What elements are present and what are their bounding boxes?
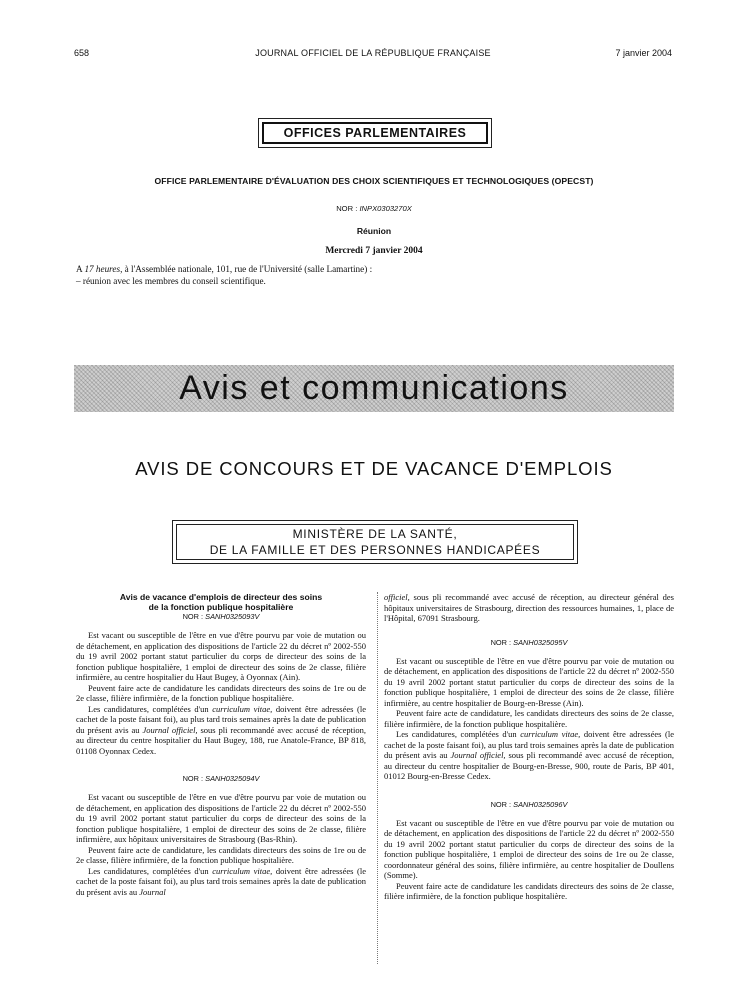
nor-code: SANH0325094V (205, 774, 260, 783)
nor-prefix: NOR : (182, 612, 204, 621)
page-number: 658 (74, 48, 90, 58)
journal-title: JOURNAL OFFICIEL DE LA RÉPUBLIQUE FRANÇAISE (255, 48, 491, 58)
nor-code: INPX0303270X (359, 204, 412, 213)
right-column (384, 592, 674, 902)
notice-paragraph: Les candidatures, complétées d'un curriculum vitae, doivent être adressées (le cachet de la poste faisant foi), au plus tard trois semaines après la date de publication du présent avis au Journal officiel, sous pli recommandé avec accusé de réception, au directeur du centre hospitalier de Bourg-en-Bresse, 900, route de Paris, BP 401, 01012 Bourg-en-Bresse Cedex. (384, 729, 675, 781)
offices-heading: OFFICES PARLEMENTAIRES (262, 122, 488, 144)
office-title: OFFICE PARLEMENTAIRE D'ÉVALUATION DES CHOIX SCIENTIFIQUES ET TECHNOLOGIQUES (OPECST) (154, 176, 594, 186)
article-title (76, 592, 366, 612)
ministry-line-1: MINISTÈRE DE LA SANTÉ, (292, 527, 458, 541)
notice-paragraph: Peuvent faire acte de candidature, les candidats directeurs des soins de 1re ou de 2e classe, filière infirmière, de la fonction publique hospitalière. (76, 844, 366, 865)
notice-paragraph: Les candidatures, complétées d'un curriculum vitae, doivent être adressées (le cachet de la poste faisant foi), au plus tard trois semaines après la date de publication du présent avis au Journal (76, 865, 367, 897)
offices-heading-box (258, 118, 492, 148)
notice-paragraph: Peuvent faire acte de candidature les candidats directeurs des soins de 1re ou de 2e classe, filière infirmière, de la fonction publique hospitalière. (76, 682, 366, 703)
notice-paragraph: Est vacant ou susceptible de l'être en vue d'être pourvu par voie de mutation ou de détachement, en application des dispositions de l'article 22 du décret nº 2002-550 du 19 avril 2002 portant statut particulier du corps de directeur des soins de la fonction publique hospitalière, 1 emploi de directeur des soins de 2e classe, filière infirmière, au centre hospitalier de Bourg-en-Bresse (Ain). (384, 655, 674, 708)
ministry-heading (176, 524, 574, 560)
office-nor (0, 204, 748, 213)
notice-nor (384, 638, 674, 648)
notice-paragraph: Peuvent faire acte de candidature, les candidats directeurs des soins de 2e classe, filière infirmière, de la fonction publique hospitalière. (384, 708, 674, 729)
notice-paragraph: Est vacant ou susceptible de l'être en vue d'être pourvu par voie de mutation ou de détachement, en application des dispositions de l'article 22 du décret nº 2002-550 du 19 avril 2002 portant statut particulier du corps de directeur des soins de la fonction publique hospitalière, 1 emploi de directeur des soins de 2e classe, filière infirmière, aux hôpitaux universitaires de Strasbourg (Bas-Rhin). (76, 792, 366, 844)
section-title: AVIS DE CONCOURS ET DE VACANCE D'EMPLOIS (135, 458, 613, 479)
nor-code: SANH0325096V (513, 799, 568, 809)
nor-prefix: NOR : (490, 637, 512, 647)
ministry-line-2: DE LA FAMILLE ET DES PERSONNES HANDICAPÉES (209, 543, 541, 557)
nor-code: SANH0325093V (205, 612, 260, 621)
meeting-location: à l'Assemblée nationale, 101, rue de l'Université (salle Lamartine) : (124, 264, 373, 274)
issue-date: 7 janvier 2004 (615, 48, 672, 58)
notice-nor (76, 774, 366, 784)
article-title-line-2: de la fonction publique hospitalière (148, 602, 294, 612)
nor-prefix: NOR : (182, 774, 204, 783)
meeting-date: Mercredi 7 janvier 2004 (325, 246, 423, 256)
reunion-title: Réunion (356, 226, 392, 236)
running-header (74, 48, 672, 62)
avis-banner (74, 365, 674, 412)
nor-code: SANH0325095V (513, 637, 568, 647)
notice-paragraph: Est vacant ou susceptible de l'être en vue d'être pourvu par voie de mutation ou de détachement, en application des dispositions de l'article 22 du décret nº 2002-550 du 19 avril 2002 portant statut particulier du corps de directeur des soins de la fonction publique hospitalière, 1 emploi de directeur des soins de 1re ou 2e classe, coordonnateur général des soins, filière infirmière, au centre hospitalier de Doullens (Somme). (384, 817, 674, 880)
meeting-time: 17 heures, (84, 264, 123, 274)
meeting-line-1 (76, 264, 372, 274)
notice-continuation: officiel, sous pli recommandé avec accusé de réception, au directeur général des hôpitaux universitaires de Strasbourg, direction des ressources humaines, 1, place de l'Hôpital, 67091 Strasbourg. (384, 592, 674, 623)
ministry-box (172, 520, 578, 564)
notice-paragraph: Est vacant ou susceptible de l'être en vue d'être pourvu par voie de mutation ou de détachement, en application des dispositions de l'article 22 du décret nº 2002-550 du 19 avril 2002 portant statut particulier du corps de directeur des soins de la fonction publique hospitalière, 1 emploi de directeur des soins de 2e classe, filière infirmière, au centre hospitalier du Haut Bugey, à Oyonnax (Ain). (76, 630, 366, 682)
notice-paragraph: Les candidatures, complétées d'un curriculum vitae, doivent être adressées (le cachet de la poste faisant foi), au plus tard trois semaines après la date de publication du présent avis au Journal officiel, sous pli recommandé avec accusé de réception, au directeur du centre hospitalier du Haut Bugey, 188, rue Anatole-France, BP 818, 01108 Oyonnax Cedex. (76, 703, 367, 756)
meeting-line-prefix: A (76, 264, 83, 274)
meeting-line-2: – réunion avec les membres du conseil scientifique. (76, 276, 266, 286)
notice-paragraph: Peuvent faire acte de candidature les candidats directeurs des soins de 2e classe, filière infirmière, de la fonction publique hospitalière. (384, 880, 674, 901)
nor-prefix: NOR : (490, 799, 512, 809)
notice-nor (384, 800, 674, 810)
notice-nor (76, 612, 366, 622)
banner-title: Avis et communications (179, 369, 569, 407)
column-divider (377, 592, 378, 964)
left-column (76, 592, 366, 897)
nor-prefix: NOR : (336, 204, 358, 213)
article-title-line-1: Avis de vacance d'emplois de directeur des soins (119, 592, 323, 602)
